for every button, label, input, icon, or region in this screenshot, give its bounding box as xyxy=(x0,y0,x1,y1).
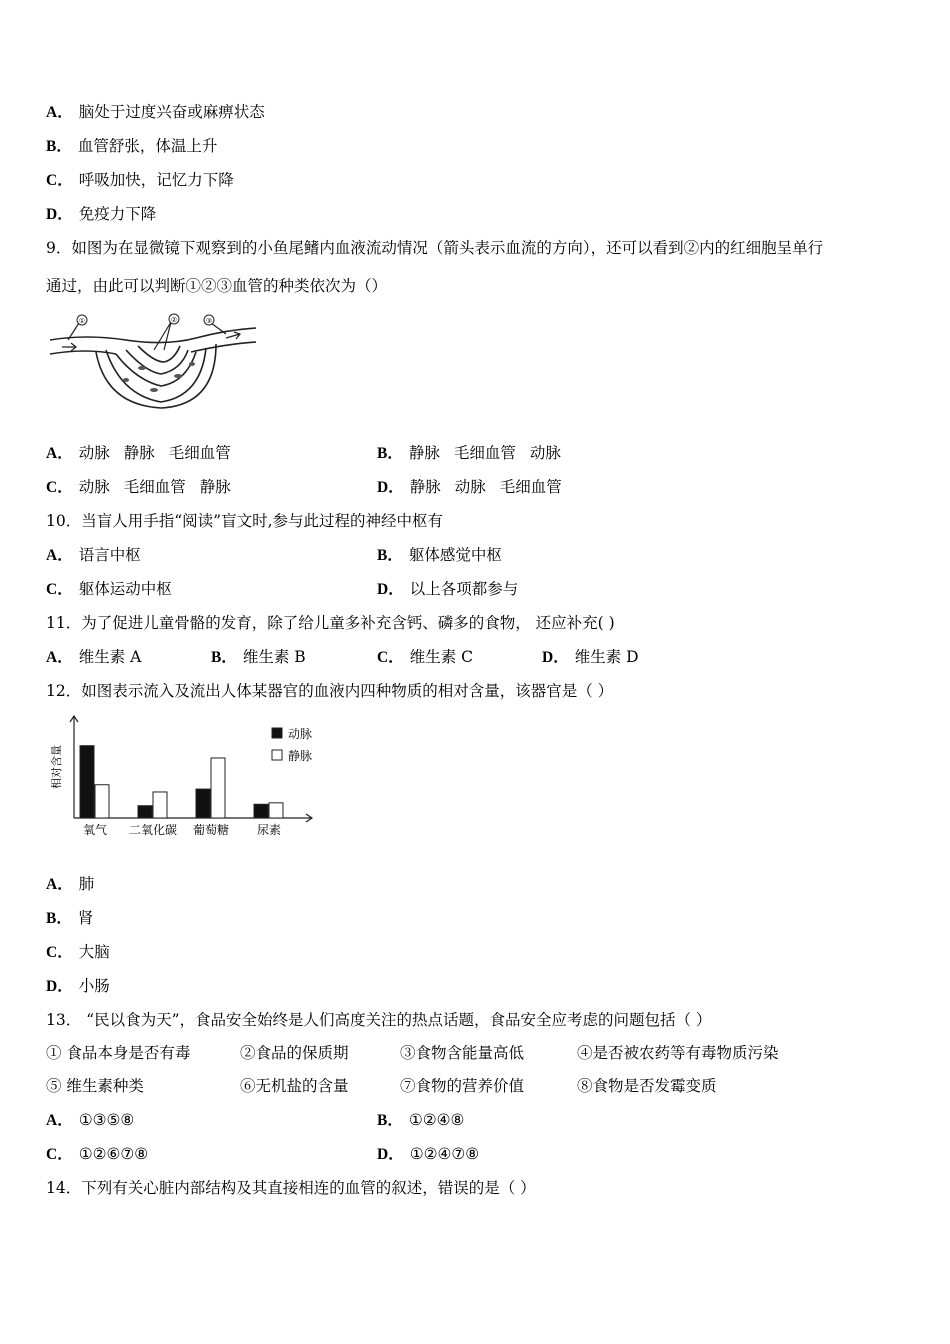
q12-option-b: B． 肾 xyxy=(46,909,94,927)
q12-bar-chart xyxy=(46,712,321,840)
bar-动脉-氧气 xyxy=(80,746,94,818)
q13-item-8: ⑧食物是否发霉变质 xyxy=(577,1077,717,1095)
q9-stem-line1: 9．如图为在显微镜下观察到的小鱼尾鳍内血液流动情况（箭头表示血流的方向），还可以看到②内的红细胞呈单行 xyxy=(46,239,824,257)
q10-option-d: D． 以上各项都参与 xyxy=(377,580,519,598)
x-tick-label: 葡萄糖 xyxy=(192,823,230,837)
q13-item-6: ⑥无机盐的含量 xyxy=(240,1077,349,1095)
q11-option-c: C． 维生素 C xyxy=(377,648,473,666)
bar-动脉-葡萄糖 xyxy=(196,789,210,818)
q11-option-d: D． 维生素 D xyxy=(542,648,639,666)
bar-动脉-二氧化碳 xyxy=(138,806,152,818)
q12-option-a: A． 肺 xyxy=(46,875,95,893)
q13-item-5: ⑤ 维生素种类 xyxy=(46,1077,144,1095)
q13-item-2: ②食品的保质期 xyxy=(240,1044,349,1062)
legend-label-动脉: 动脉 xyxy=(288,727,313,741)
q13-item-1: ① 食品本身是否有毒 xyxy=(46,1044,191,1062)
q10-stem: 10．当盲人用手指“阅读”盲文时,参与此过程的神经中枢有 xyxy=(46,512,444,530)
q9-option-b: B． 静脉 毛细血管 动脉 xyxy=(377,444,561,462)
q11-option-a: A． 维生素 A xyxy=(46,648,142,666)
q13-option-d: D． ①②④⑦⑧ xyxy=(377,1145,480,1163)
q13-option-b: B． ①②④⑧ xyxy=(377,1111,465,1129)
legend-swatch-静脉 xyxy=(272,750,282,760)
q9-option-d: D． 静脉 动脉 毛细血管 xyxy=(377,478,562,496)
bar-静脉-氧气 xyxy=(95,785,109,818)
q13-option-c: C． ①②⑥⑦⑧ xyxy=(46,1145,149,1163)
legend-swatch-动脉 xyxy=(272,728,282,738)
bar-静脉-葡萄糖 xyxy=(211,758,225,818)
q13-stem: 13． “民以食为天”，食品安全始终是人们高度关注的热点话题，食品安全应考虑的问题包括（ ） xyxy=(46,1011,712,1029)
q10-option-a: A． 语言中枢 xyxy=(46,546,141,564)
bar-静脉-二氧化碳 xyxy=(153,792,167,818)
legend-label-静脉: 静脉 xyxy=(288,749,313,763)
chart-ylabel: 相对含量 xyxy=(50,745,63,789)
x-tick-label: 尿素 xyxy=(256,823,282,837)
q8-option-c: C． 呼吸加快，记忆力下降 xyxy=(46,171,234,189)
q10-option-c: C． 躯体运动中枢 xyxy=(46,580,172,598)
q9-figure-label-1: ① xyxy=(78,317,86,325)
q13-option-a: A． ①③⑤⑧ xyxy=(46,1111,135,1129)
q9-blood-vessel-figure xyxy=(46,310,261,410)
q11-stem: 11．为了促进儿童骨骼的发育，除了给儿童多补充含钙、磷多的食物， 还应补充( ) xyxy=(46,614,615,632)
q9-option-c: C． 动脉 毛细血管 静脉 xyxy=(46,478,231,496)
q9-figure-label-2: ② xyxy=(170,316,178,324)
x-tick-label: 氧气 xyxy=(82,823,108,837)
q12-option-d: D． 小肠 xyxy=(46,977,110,995)
q14-stem: 14．下列有关心脏内部结构及其直接相连的血管的叙述，错误的是（ ） xyxy=(46,1179,536,1197)
q12-stem: 12．如图表示流入及流出人体某器官的血液内四种物质的相对含量，该器官是（ ） xyxy=(46,682,614,700)
bar-动脉-尿素 xyxy=(254,804,268,818)
q9-figure-label-3: ③ xyxy=(205,317,213,325)
q8-option-d: D． 免疫力下降 xyxy=(46,205,157,223)
q13-item-7: ⑦食物的营养价值 xyxy=(400,1077,525,1095)
bar-静脉-尿素 xyxy=(269,803,283,818)
q10-option-b: B． 躯体感觉中枢 xyxy=(377,546,502,564)
q8-option-b: B． 血管舒张，体温上升 xyxy=(46,137,218,155)
q12-option-c: C． 大脑 xyxy=(46,943,110,961)
q11-option-b: B． 维生素 B xyxy=(211,648,306,666)
q9-stem-line2: 通过，由此可以判断①②③血管的种类依次为（） xyxy=(46,277,388,295)
q13-item-4: ④是否被农药等有毒物质污染 xyxy=(577,1044,779,1062)
q9-option-a: A． 动脉 静脉 毛细血管 xyxy=(46,444,231,462)
q8-option-a: A． 脑处于过度兴奋或麻痹状态 xyxy=(46,103,265,121)
x-tick-label: 二氧化碳 xyxy=(128,823,178,837)
q13-item-3: ③食物含能量高低 xyxy=(400,1044,525,1062)
